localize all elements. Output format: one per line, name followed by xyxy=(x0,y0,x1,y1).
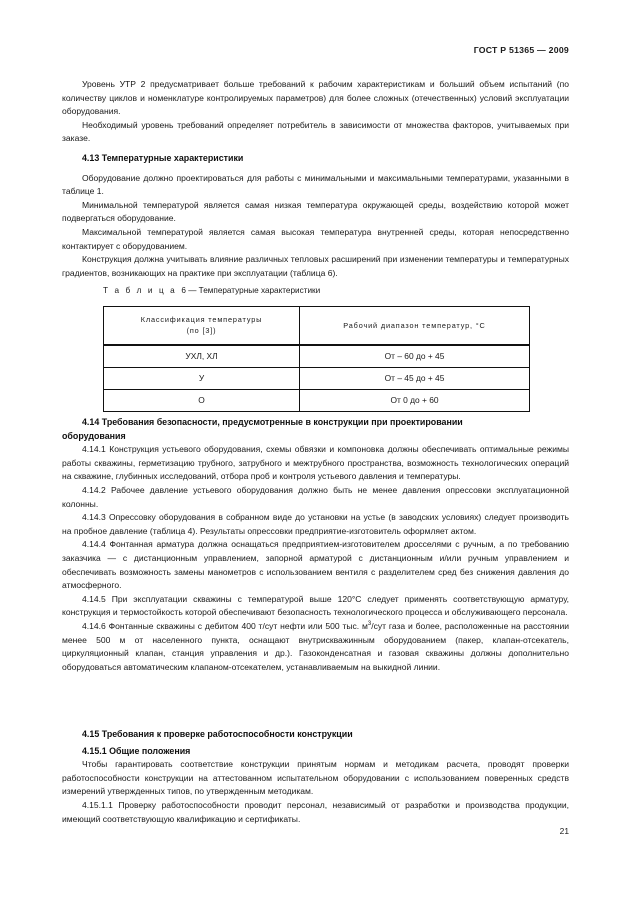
heading-4-14-line2: оборудования xyxy=(62,430,126,441)
paragraph-4-14-4: 4.14.4 Фонтанная арматура должна оснащаться предприятием-изготовителем дросселями с ручным, а по требованию заказчика — с дистанционным управлением, запорной арматурой с дистанционным и/или ручным управлением и обеспечивать возможность замены манометров с использованием вентиля с разделителем сред без снижения давления до атмосферного. xyxy=(62,539,569,591)
paragraph-4-14-6-part2: /сут газа и более, расположенные на расстоянии менее 500 м от населенного пункта, оснащают внутрискважинным оборудованием (пакер, клапан-отсекатель, циркуляционный клапан, станция управления и др.). Газоконденсатная и газовая скважины должны дополнительно оборудоваться автоматическим клапаном-отсекателем, устанавливаемым на выкидной линии. xyxy=(62,620,569,672)
paragraph-intro-1: Уровень УТР 2 предусматривает больше требований к рабочим характеристикам и больший объем испытаний (по количеству циклов и номенклатуре контролируемых параметров) для более сложных (отечественных) условий эксплуатации оборудования. xyxy=(62,79,569,117)
cubic-meter-exponent: 3 xyxy=(367,621,372,628)
paragraph-4-14-3: 4.14.3 Опрессовку оборудования в собранном виде до установки на устье (в заводских условиях) следует производить на пробное давление (таблица 4). Результаты опрессовки предприятие-изготовитель оформляет актом. xyxy=(62,512,569,536)
table-header-classification-line2: (по [3]) xyxy=(186,326,217,335)
page-number: 21 xyxy=(559,826,569,836)
table-6 xyxy=(103,306,511,412)
table-row xyxy=(104,345,530,368)
table-cell-classification: О xyxy=(104,390,300,412)
paragraph-4-14-5: 4.14.5 При эксплуатации скважины с температурой выше 120°С следует применять соответствующую арматуру, конструкция и термостойкость которой обеспечивают безопасность технологического процесса и обслуживающего персонала. xyxy=(62,593,569,618)
heading-4-14-line1: 4.14 Требования безопасности, предусмотренные в конструкции при проектировании xyxy=(82,417,463,427)
table-caption-label: Т а б л и ц а xyxy=(103,286,177,295)
table-caption-number: 6 xyxy=(181,286,186,295)
heading-4-13: 4.13 Температурные характеристики xyxy=(82,153,244,163)
table-6-caption xyxy=(103,286,320,295)
table-cell-range: От – 45 до + 45 xyxy=(300,368,530,390)
heading-4-15: 4.15 Требования к проверке работоспособности конструкции xyxy=(82,729,353,739)
paragraph-4-14-1: 4.14.1 Конструкция устьевого оборудования, схемы обвязки и компоновка должны обеспечивать оптимальные режимы работы скважины, герметизацию трубного, затрубного и межтрубного пространства, возможность технологических операций на скважине, глубинных исследований, отбора проб и контроля устьевого давления и температуры. xyxy=(62,444,569,482)
table-header-cell-range: Рабочий диапазон температур, °C xyxy=(300,307,530,346)
paragraph-4-13-4: Конструкция должна учитывать влияние различных тепловых расширений при изменении температуры и температурных градиентов, возникающих на практике при эксплуатации (таблица 6). xyxy=(62,254,569,278)
paragraph-4-14-6-part1: 4.14.6 Фонтанные скважины с дебитом 400 т/сут нефти или 500 тыс. м xyxy=(82,620,368,631)
heading-4-15-1: 4.15.1 Общие положения xyxy=(82,745,191,756)
table-cell-range: От – 60 до + 45 xyxy=(300,345,530,368)
paragraph-4-14-6 xyxy=(62,620,569,674)
paragraph-4-15-1-1: 4.15.1.1 Проверку работоспособности проводит персонал, независимый от разработки и производства продукции, имеющий соответствующую квалификацию и сертификаты. xyxy=(62,799,569,824)
paragraph-4-13-2: Минимальной температурой является самая низкая температура окружающей среды, воздействию которой может подвергаться оборудование. xyxy=(62,199,569,224)
table-header-cell-classification xyxy=(104,307,300,346)
table-caption-title: Температурные характеристики xyxy=(198,286,321,295)
table-caption-dash: — xyxy=(188,286,197,295)
table-cell-classification: УХЛ, ХЛ xyxy=(104,345,300,368)
paragraph-4-13-3: Максимальной температурой является самая высокая температура внутренней среды, которая непосредственно контактирует с оборудованием. xyxy=(62,226,569,251)
paragraph-4-13-1: Оборудование должно проектироваться для работы с минимальными и максимальными температурами, указанными в таблице 1. xyxy=(62,172,569,197)
table-cell-classification: У xyxy=(104,368,300,390)
table-header-row xyxy=(104,307,530,346)
table-row xyxy=(104,390,530,412)
section-4-15-block xyxy=(62,728,569,826)
paragraph-4-14-2: 4.14.2 Рабочее давление устьевого оборудования должно быть не менее давления опрессовки эксплуатационной колонны. xyxy=(62,484,569,509)
page-header: ГОСТ Р 51365 — 2009 xyxy=(473,45,569,55)
table-row xyxy=(104,368,530,390)
section-4-13-block xyxy=(62,152,569,280)
table-cell-range: От 0 до + 60 xyxy=(300,390,530,412)
paragraph-intro-2: Необходимый уровень требований определяет потребитель в зависимости от множества факторов, учитываемых при заказе. xyxy=(62,119,569,144)
paragraph-4-15-1: Чтобы гарантировать соответствие конструкции принятым нормам и методикам расчета, проводят проверки работоспособности конструкции на аттестованном испытательном оборудовании с использованием поверенных средств измерений утвержденных типов, по утвержденным методикам. xyxy=(62,759,569,797)
section-4-14-block xyxy=(62,416,569,674)
intro-block xyxy=(62,78,569,146)
table-header-classification-line1: Классификация температуры xyxy=(140,315,263,324)
